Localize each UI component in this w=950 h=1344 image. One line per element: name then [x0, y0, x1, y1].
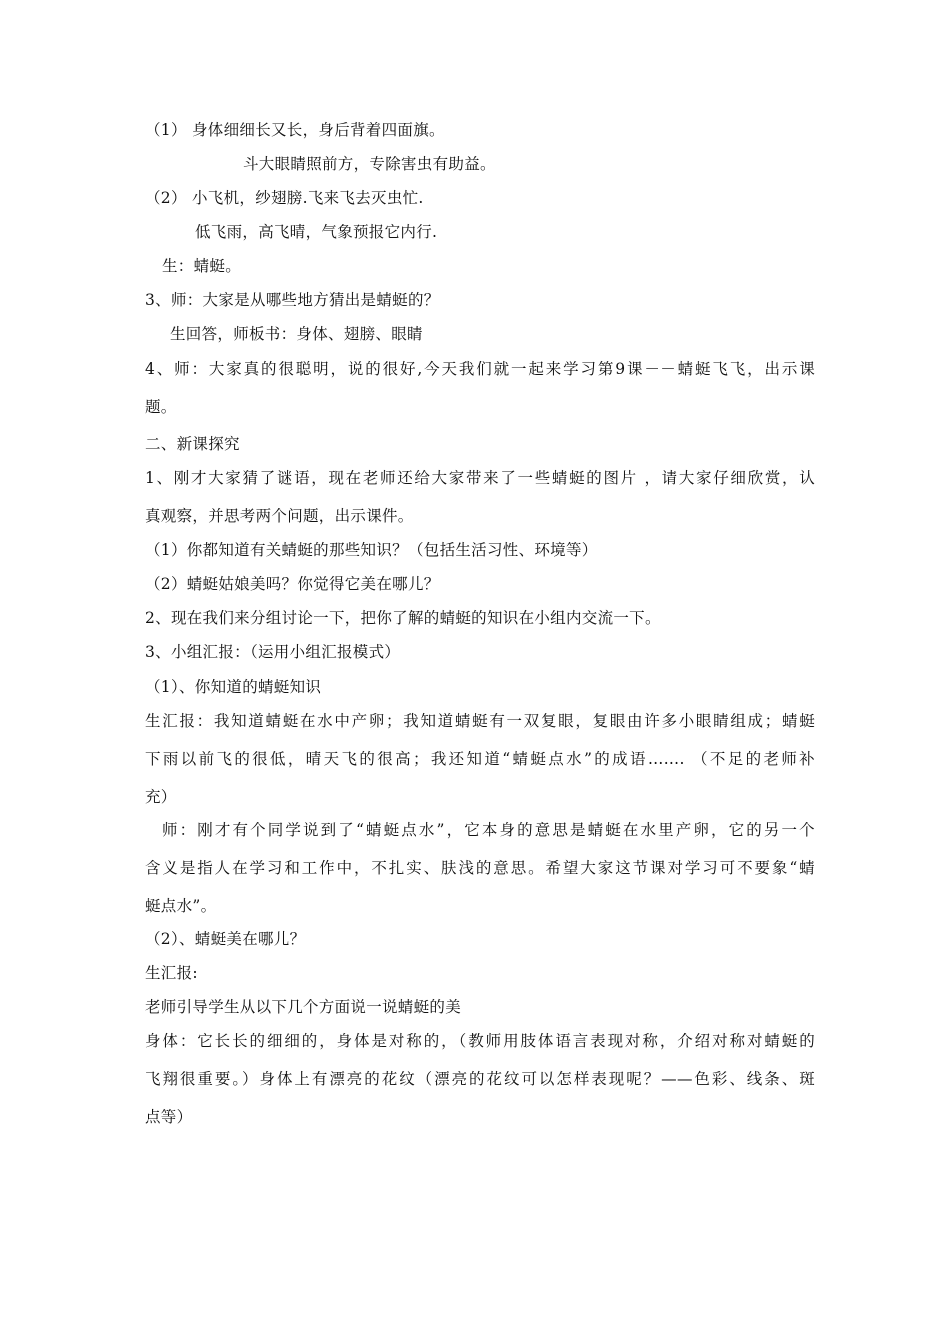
explore-1-line-1: 1、刚才大家猜了谜语，现在老师还给大家带来了一些蜻蜓的图片 ，请大家仔细欣赏，认	[145, 469, 815, 487]
step-4-line-2: 题。	[145, 398, 177, 416]
section-heading: 二、新课探究	[145, 435, 240, 453]
report-1-heading: （1）、你知道的蜻蜓知识	[145, 678, 322, 696]
body-description-line-3: 点等）	[145, 1108, 193, 1126]
teacher-guide-line: 老师引导学生从以下几个方面说一说蜻蜓的美	[145, 998, 462, 1016]
explore-1-line-2: 真观察，并思考两个问题，出示课件。	[145, 507, 414, 525]
riddle-2-line-2: 低飞雨，高飞晴，气象预报它内行.	[195, 223, 438, 241]
explore-2-line: 2、现在我们来分组讨论一下，把你了解的蜻蜓的知识在小组内交流一下。	[145, 609, 661, 627]
teacher-note-line-3: 蜓点水”。	[145, 897, 217, 915]
step-3-line: 3、师：大家是从哪些地方猜出是蜻蜓的？	[145, 291, 440, 309]
step-4-line-1: 4、师：大家真的很聪明，说的很好,今天我们就一起来学习第9课－－蜻蜓飞飞，出示课	[145, 360, 815, 378]
body-description-line-1: 身体：它长长的细细的，身体是对称的，（教师用肢体语言表现对称，介绍对称对蜻蜓的	[145, 1032, 815, 1050]
question-1-line: （1）你都知道有关蜻蜓的那些知识？（包括生活习性、环境等）	[145, 541, 598, 559]
student-answer-line: 生：蜻蜓。	[162, 257, 242, 275]
riddle-1-line-2: 斗大眼睛照前方，专除害虫有助益。	[243, 155, 496, 173]
teacher-note-line-2: 含义是指人在学习和工作中，不扎实、肤浅的意思。希望大家这节课对学习可不要象“蜻	[145, 859, 815, 877]
student-report-line-3: 充）	[145, 788, 177, 806]
student-report-line-2: 下雨以前飞的很低，晴天飞的很高；我还知道“蜻蜓点水”的成语……. （不足的老师补	[145, 750, 815, 768]
body-description-line-2: 飞翔很重要。）身体上有漂亮的花纹（漂亮的花纹可以怎样表现呢？——色彩、线条、斑	[145, 1070, 815, 1088]
blackboard-line: 生回答，师板书：身体、翅膀、眼睛	[170, 325, 423, 343]
student-report-label: 生汇报:	[145, 964, 198, 982]
riddle-2-line-1: （2） 小飞机，纱翅膀.飞来飞去灭虫忙.	[145, 189, 424, 207]
explore-3-line: 3、小组汇报：（运用小组汇报模式）	[145, 643, 401, 661]
teacher-note-line-1: 师：刚才有个同学说到了“蜻蜓点水”，它本身的意思是蜻蜓在水里产卵，它的另一个	[162, 821, 815, 839]
report-2-heading: （2）、蜻蜓美在哪儿？	[145, 930, 306, 948]
riddle-1-line-1: （1） 身体细细长又长，身后背着四面旗。	[145, 121, 445, 139]
student-report-line-1: 生汇报：我知道蜻蜓在水中产卵；我知道蜻蜓有一双复眼，复眼由许多小眼睛组成；蜻蜓	[145, 712, 815, 730]
question-2-line: （2）蜻蜓姑娘美吗？你觉得它美在哪儿？	[145, 575, 440, 593]
